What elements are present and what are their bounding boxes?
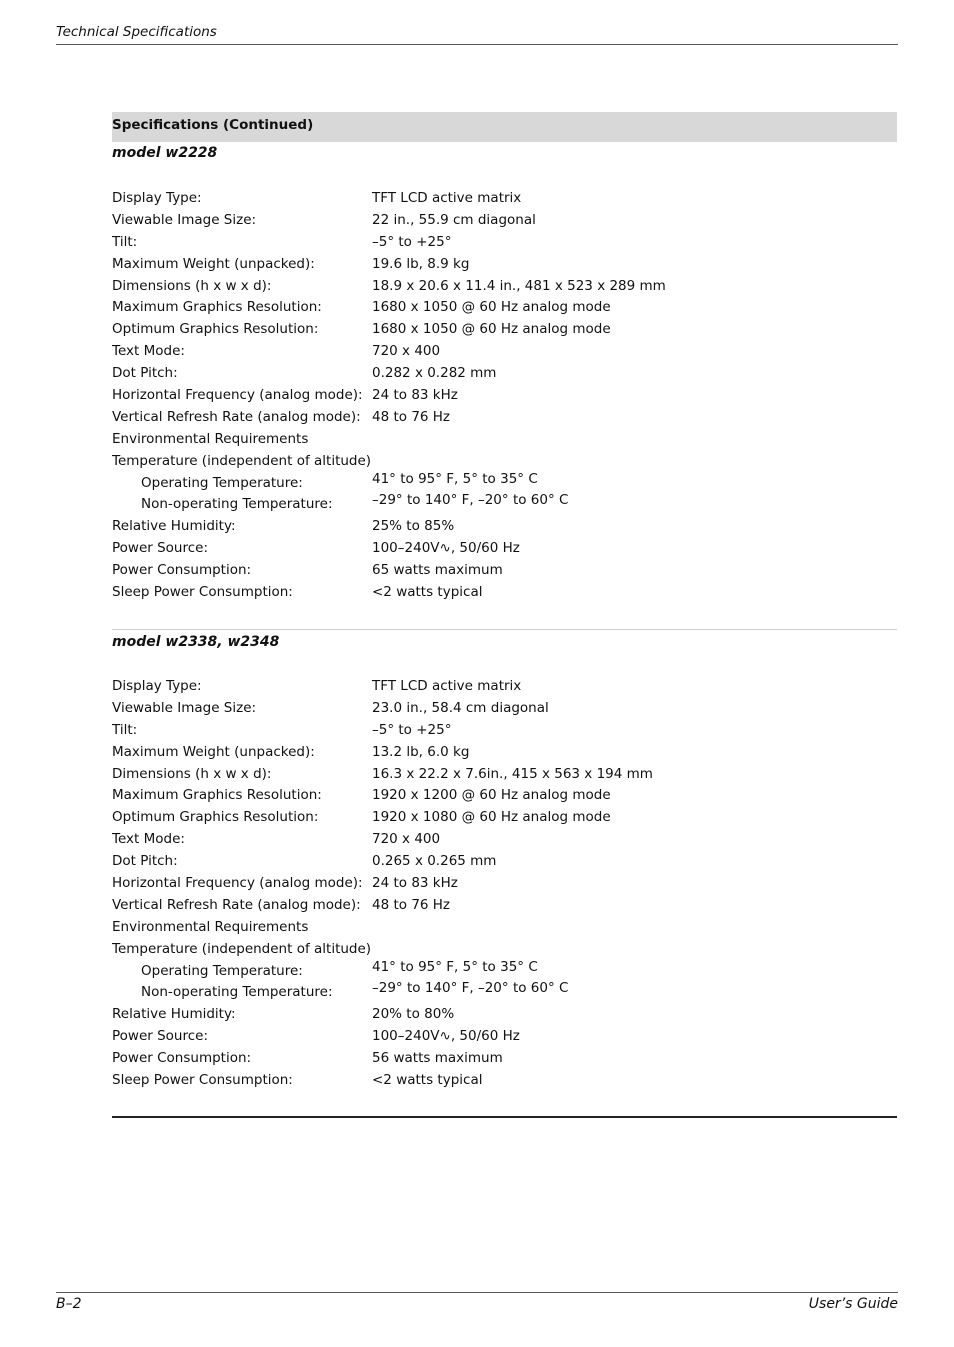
spec-row bbox=[112, 297, 897, 319]
section-title: Specifications (Continued) bbox=[112, 117, 314, 133]
spec-label: Power Source: bbox=[112, 540, 209, 557]
spec-value: 1920 x 1200 @ 60 Hz analog mode bbox=[372, 787, 611, 804]
spec-label: Vertical Refresh Rate (analog mode): bbox=[112, 408, 361, 425]
spec-row bbox=[112, 720, 897, 742]
spec-value: –29° to 140° F, –20° to 60° C bbox=[372, 980, 569, 997]
spec-label: Maximum Weight (unpacked): bbox=[112, 255, 315, 272]
spec-row bbox=[112, 807, 897, 829]
spec-label: Temperature (independent of altitude) bbox=[112, 452, 372, 469]
spec-label: Operating Temperature: bbox=[141, 962, 303, 979]
spec-row bbox=[112, 982, 897, 1004]
spec-row bbox=[112, 1004, 897, 1026]
page-number: B–2 bbox=[56, 1296, 82, 1312]
spec-row bbox=[112, 276, 897, 298]
spec-label: Text Mode: bbox=[112, 343, 185, 360]
spec-label: Vertical Refresh Rate (analog mode): bbox=[112, 896, 361, 913]
spec-label: Optimum Graphics Resolution: bbox=[112, 321, 319, 338]
spec-value: 720 x 400 bbox=[372, 831, 441, 848]
spec-label: Viewable Image Size: bbox=[112, 699, 257, 716]
spec-value: 0.265 x 0.265 mm bbox=[372, 853, 497, 870]
spec-value: TFT LCD active matrix bbox=[372, 678, 522, 694]
spec-label: Tilt: bbox=[112, 233, 138, 250]
spec-row bbox=[112, 785, 897, 807]
spec-label: Tilt: bbox=[112, 721, 138, 738]
spec-row bbox=[112, 385, 897, 407]
spec-row bbox=[112, 1026, 897, 1048]
spec-value: 41° to 95° F, 5° to 35° C bbox=[372, 470, 538, 487]
spec-value: 16.3 x 22.2 x 7.6in., 415 x 563 x 194 mm bbox=[372, 765, 653, 782]
spec-label: Relative Humidity: bbox=[112, 1006, 236, 1023]
spec-label: Sleep Power Consumption: bbox=[112, 1072, 293, 1089]
spec-label: Horizontal Frequency (analog mode): bbox=[112, 875, 363, 892]
section-title-bar bbox=[112, 112, 897, 142]
spec-label: Optimum Graphics Resolution: bbox=[112, 809, 319, 826]
spec-row bbox=[112, 676, 897, 698]
spec-label: Maximum Graphics Resolution: bbox=[112, 787, 322, 804]
spec-value: 24 to 83 kHz bbox=[372, 387, 458, 404]
spec-value: 23.0 in., 58.4 cm diagonal bbox=[372, 699, 549, 716]
spec-label: Horizontal Frequency (analog mode): bbox=[112, 387, 363, 404]
spec-value: 18.9 x 20.6 x 11.4 in., 481 x 523 x 289 mm bbox=[372, 277, 666, 294]
spec-value: 720 x 400 bbox=[372, 343, 441, 360]
spec-label: Non-operating Temperature: bbox=[141, 496, 333, 513]
spec-value: 19.6 lb, 8.9 kg bbox=[372, 255, 470, 272]
spec-value: 20% to 80% bbox=[372, 1006, 455, 1023]
spec-label: Maximum Weight (unpacked): bbox=[112, 743, 315, 760]
spec-value: 100–240V∿, 50/60 Hz bbox=[372, 1028, 520, 1045]
spec-label: Dot Pitch: bbox=[112, 365, 178, 382]
spec-row bbox=[112, 582, 897, 604]
spec-value: <2 watts typical bbox=[372, 1072, 483, 1089]
running-header bbox=[56, 22, 898, 45]
spec-value: 56 watts maximum bbox=[372, 1050, 503, 1067]
spec-list-w2338-w2348 bbox=[112, 676, 897, 1092]
spec-label: Dimensions (h x w x d): bbox=[112, 277, 272, 294]
spec-row bbox=[112, 829, 897, 851]
spec-row bbox=[112, 764, 897, 786]
spec-value: 1680 x 1050 @ 60 Hz analog mode bbox=[372, 321, 611, 338]
spec-value: 13.2 lb, 6.0 kg bbox=[372, 743, 470, 760]
spec-row bbox=[112, 363, 897, 385]
spec-label: Environmental Requirements bbox=[112, 918, 309, 935]
spec-label: Non-operating Temperature: bbox=[141, 984, 333, 1001]
spec-row bbox=[112, 254, 897, 276]
spec-value: 22 in., 55.9 cm diagonal bbox=[372, 211, 536, 228]
spec-label: Dot Pitch: bbox=[112, 853, 178, 870]
spec-value: 25% to 85% bbox=[372, 518, 455, 535]
spec-value: –5° to +25° bbox=[372, 233, 452, 250]
spec-row bbox=[112, 851, 897, 873]
spec-row bbox=[112, 873, 897, 895]
spec-label: Environmental Requirements bbox=[112, 430, 309, 447]
running-footer bbox=[56, 1292, 898, 1312]
model-title-w2338-w2348: model w2338, w2348 bbox=[112, 634, 280, 650]
spec-row bbox=[112, 341, 897, 363]
spec-row bbox=[112, 429, 897, 451]
spec-value: TFT LCD active matrix bbox=[372, 190, 522, 206]
spec-row bbox=[112, 188, 897, 210]
header-title: Technical Specifications bbox=[56, 24, 217, 40]
spec-value: <2 watts typical bbox=[372, 584, 483, 601]
spec-label: Maximum Graphics Resolution: bbox=[112, 299, 322, 316]
spec-list-w2228 bbox=[112, 188, 897, 604]
spec-value: 41° to 95° F, 5° to 35° C bbox=[372, 958, 538, 975]
spec-label: Power Consumption: bbox=[112, 1050, 252, 1067]
spec-row bbox=[112, 917, 897, 939]
spec-row bbox=[112, 319, 897, 341]
spec-label: Display Type: bbox=[112, 190, 202, 206]
spec-label: Relative Humidity: bbox=[112, 518, 236, 535]
spec-label: Viewable Image Size: bbox=[112, 211, 257, 228]
guide-title: User’s Guide bbox=[808, 1296, 898, 1312]
spec-row bbox=[112, 1048, 897, 1070]
spec-value: 0.282 x 0.282 mm bbox=[372, 365, 497, 382]
spec-row bbox=[112, 494, 897, 516]
spec-label: Temperature (independent of altitude) bbox=[112, 940, 372, 957]
spec-label: Sleep Power Consumption: bbox=[112, 584, 293, 601]
model-title-w2228: model w2228 bbox=[112, 145, 218, 161]
spec-value: –5° to +25° bbox=[372, 721, 452, 738]
spec-row bbox=[112, 1070, 897, 1092]
spec-row bbox=[112, 232, 897, 254]
spec-row bbox=[112, 516, 897, 538]
spec-row bbox=[112, 538, 897, 560]
spec-label: Power Consumption: bbox=[112, 562, 252, 579]
spec-label: Dimensions (h x w x d): bbox=[112, 765, 272, 782]
spec-row bbox=[112, 210, 897, 232]
spec-label: Text Mode: bbox=[112, 831, 185, 848]
spec-row bbox=[112, 698, 897, 720]
spec-value: 100–240V∿, 50/60 Hz bbox=[372, 540, 520, 557]
spec-label: Power Source: bbox=[112, 1028, 209, 1045]
spec-value: 24 to 83 kHz bbox=[372, 875, 458, 892]
spec-value: 48 to 76 Hz bbox=[372, 408, 451, 425]
spec-value: 48 to 76 Hz bbox=[372, 896, 451, 913]
section-divider bbox=[112, 629, 897, 630]
spec-label: Operating Temperature: bbox=[141, 474, 303, 491]
spec-value: 1920 x 1080 @ 60 Hz analog mode bbox=[372, 809, 611, 826]
spec-value: 1680 x 1050 @ 60 Hz analog mode bbox=[372, 299, 611, 316]
spec-value: –29° to 140° F, –20° to 60° C bbox=[372, 492, 569, 509]
spec-row bbox=[112, 407, 897, 429]
spec-row bbox=[112, 895, 897, 917]
spec-value: 65 watts maximum bbox=[372, 562, 503, 579]
table-end-rule bbox=[112, 1116, 897, 1118]
spec-label: Display Type: bbox=[112, 678, 202, 694]
spec-row bbox=[112, 560, 897, 582]
spec-row bbox=[112, 742, 897, 764]
